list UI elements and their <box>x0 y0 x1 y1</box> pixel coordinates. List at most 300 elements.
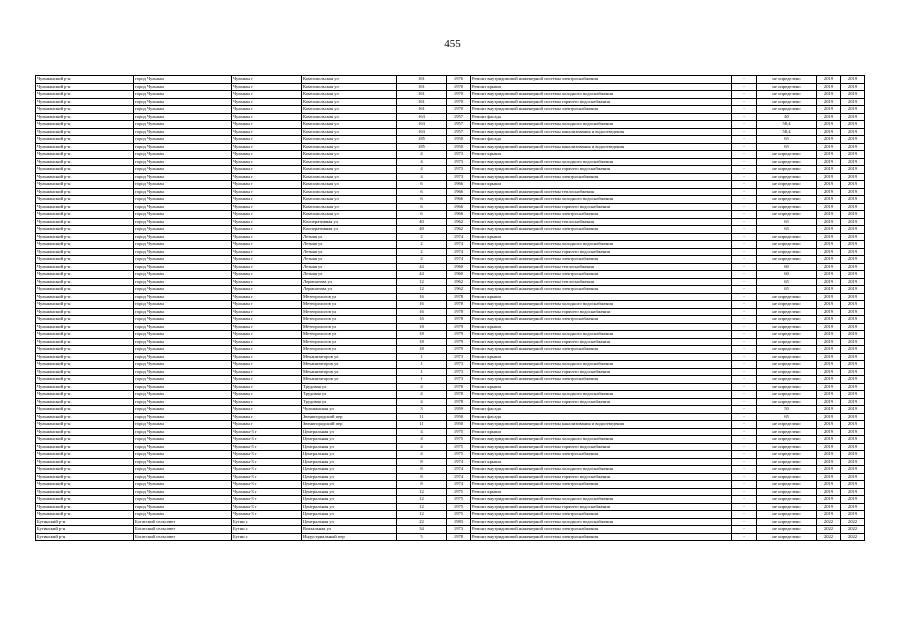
dash-cell: - <box>732 413 757 421</box>
work-type-cell: Ремонт крыши <box>471 353 732 361</box>
volume-cell: не определено <box>757 316 817 324</box>
volume-cell: не определено <box>757 308 817 316</box>
table-row <box>36 226 865 234</box>
work-type-cell: Ремонт фасада <box>471 113 732 121</box>
settlement-cell: Бугин с <box>232 533 302 541</box>
work-type-cell: Ремонт крыши <box>471 233 732 241</box>
street-cell: Метеорологов ул <box>302 316 397 324</box>
municipality-cell: город Чульман <box>134 271 232 279</box>
build-year-cell: 1974 <box>447 256 471 264</box>
house-number-cell: 18 <box>397 346 447 354</box>
district-cell: Чульманский р-н <box>36 233 134 241</box>
page-number: 455 <box>444 38 461 50</box>
table-row <box>36 511 865 519</box>
street-cell: Центральная ул <box>302 436 397 444</box>
volume-cell: не определено <box>757 338 817 346</box>
dash-cell: - <box>732 233 757 241</box>
municipality-cell: город Чульман <box>134 331 232 339</box>
house-number-cell: 8 <box>397 481 447 489</box>
dash-cell: - <box>732 458 757 466</box>
work-type-cell: Ремонт внутридомовой инженерной системы электроснабжения <box>471 271 732 279</box>
build-year-cell: 1966 <box>447 203 471 211</box>
street-cell: Комсомольская ул <box>302 106 397 114</box>
municipality-cell: город Чульман <box>134 473 232 481</box>
house-number-cell: 4 <box>397 428 447 436</box>
municipality-cell: город Чульман <box>134 233 232 241</box>
dash-cell: - <box>732 263 757 271</box>
plan-year-start-cell: 2019 <box>817 211 841 219</box>
volume-cell: не определено <box>757 451 817 459</box>
plan-year-start-cell: 2019 <box>817 278 841 286</box>
plan-year-start-cell: 2019 <box>817 323 841 331</box>
house-number-cell: 161 <box>397 83 447 91</box>
street-cell: Комсомольская ул <box>302 173 397 181</box>
municipality-cell: город Чульман <box>134 203 232 211</box>
street-cell: Комсомольская ул <box>302 136 397 144</box>
district-cell: Чульманский р-н <box>36 413 134 421</box>
table-row <box>36 136 865 144</box>
street-cell: Центральная ул <box>302 458 397 466</box>
house-number-cell: 4 <box>397 436 447 444</box>
plan-year-start-cell: 2019 <box>817 196 841 204</box>
settlement-cell: Бугин с <box>232 518 302 526</box>
house-number-cell: 163 <box>397 121 447 129</box>
dash-cell: - <box>732 76 757 84</box>
municipality-cell: город Чульман <box>134 443 232 451</box>
dash-cell: - <box>732 308 757 316</box>
work-type-cell: Ремонт внутридомовой инженерной системы холодного водоснабжения <box>471 496 732 504</box>
house-number-cell: 2 <box>397 256 447 264</box>
municipality-cell: город Чульман <box>134 301 232 309</box>
volume-cell: не определено <box>757 241 817 249</box>
work-type-cell: Ремонт внутридомовой инженерной системы горячего водоснабжения <box>471 503 732 511</box>
volume-cell: не определено <box>757 383 817 391</box>
build-year-cell: 1975 <box>447 488 471 496</box>
street-cell: Комсомольская ул <box>302 196 397 204</box>
volume-cell: не определено <box>757 481 817 489</box>
dash-cell: - <box>732 256 757 264</box>
street-cell: Комсомольская ул <box>302 181 397 189</box>
district-cell: Чульманский р-н <box>36 286 134 294</box>
settlement-cell: Чульман г <box>232 263 302 271</box>
municipality-cell: город Чульман <box>134 436 232 444</box>
dash-cell: - <box>732 218 757 226</box>
plan-year-end-cell: 2019 <box>841 466 865 474</box>
plan-year-start-cell: 2019 <box>817 241 841 249</box>
plan-year-start-cell: 2019 <box>817 188 841 196</box>
district-cell: Чульманский р-н <box>36 278 134 286</box>
table-row <box>36 496 865 504</box>
plan-year-end-cell: 2019 <box>841 406 865 414</box>
plan-year-start-cell: 2019 <box>817 466 841 474</box>
table-row <box>36 128 865 136</box>
settlement-cell: Чульман г <box>232 98 302 106</box>
dash-cell: - <box>732 98 757 106</box>
house-number-cell: 12 <box>397 488 447 496</box>
repair-schedule-table <box>35 75 865 541</box>
settlement-cell: Чульман г <box>232 173 302 181</box>
house-number-cell: 185 <box>397 136 447 144</box>
build-year-cell: 1975 <box>447 428 471 436</box>
settlement-cell: Чульман г <box>232 353 302 361</box>
house-number-cell: 12 <box>397 278 447 286</box>
street-cell: Центральная ул <box>302 428 397 436</box>
municipality-cell: город Чульман <box>134 151 232 159</box>
house-number-cell: 1 <box>397 368 447 376</box>
district-cell: Чульманский р-н <box>36 376 134 384</box>
street-cell: Механизаторов ул <box>302 361 397 369</box>
street-cell: Комсомольская ул <box>302 158 397 166</box>
build-year-cell: 1950 <box>447 136 471 144</box>
dash-cell: - <box>732 173 757 181</box>
work-type-cell: Ремонт внутридомовой инженерной системы электроснабжения <box>471 106 732 114</box>
build-year-cell: 1978 <box>447 293 471 301</box>
work-type-cell: Ремонт внутридомовой инженерной системы холодного водоснабжения <box>471 518 732 526</box>
municipality-cell: город Чульман <box>134 323 232 331</box>
build-year-cell: 1973 <box>447 166 471 174</box>
municipality-cell: город Чульман <box>134 158 232 166</box>
district-cell: Чульманский р-н <box>36 308 134 316</box>
work-type-cell: Ремонт внутридомовой инженерной системы теплоснабжения <box>471 188 732 196</box>
build-year-cell: 1973 <box>447 151 471 159</box>
work-type-cell: Ремонт внутридомовой инженерной системы горячего водоснабжения <box>471 398 732 406</box>
build-year-cell: 1974 <box>447 241 471 249</box>
district-cell: Чульманский р-н <box>36 136 134 144</box>
work-type-cell: Ремонт внутридомовой инженерной системы электроснабжения <box>471 211 732 219</box>
table-row <box>36 428 865 436</box>
plan-year-start-cell: 2019 <box>817 316 841 324</box>
volume-cell: не определено <box>757 323 817 331</box>
plan-year-end-cell: 2019 <box>841 166 865 174</box>
volume-cell: не определено <box>757 391 817 399</box>
plan-year-end-cell: 2019 <box>841 218 865 226</box>
table-row <box>36 98 865 106</box>
work-type-cell: Ремонт внутридомовой инженерной системы горячего водоснабжения <box>471 203 732 211</box>
work-type-cell: Ремонт внутридомовой инженерной системы канализования и водоотведения <box>471 143 732 151</box>
work-type-cell: Ремонт внутридомовой инженерной системы горячего водоснабжения <box>471 443 732 451</box>
dash-cell: - <box>732 443 757 451</box>
volume-cell: не определено <box>757 256 817 264</box>
work-type-cell: Ремонт внутридомовой инженерной системы электроснабжения <box>471 376 732 384</box>
municipality-cell: город Чульман <box>134 511 232 519</box>
table-row <box>36 218 865 226</box>
municipality-cell: город Чульман <box>134 106 232 114</box>
house-number-cell: 44 <box>397 271 447 279</box>
volume-cell: не определено <box>757 188 817 196</box>
municipality-cell: город Чульман <box>134 481 232 489</box>
settlement-cell: Чульман г <box>232 398 302 406</box>
build-year-cell: 1966 <box>447 196 471 204</box>
table-row <box>36 278 865 286</box>
house-number-cell: 2 <box>397 241 447 249</box>
district-cell: Чульманский р-н <box>36 406 134 414</box>
plan-year-end-cell: 2019 <box>841 263 865 271</box>
plan-year-end-cell: 2022 <box>841 526 865 534</box>
work-type-cell: Ремонт внутридомовой инженерной системы горячего водоснабжения <box>471 473 732 481</box>
plan-year-end-cell: 2019 <box>841 346 865 354</box>
settlement-cell: Чульман г <box>232 308 302 316</box>
volume-cell: не определено <box>757 331 817 339</box>
build-year-cell: 1966 <box>447 188 471 196</box>
district-cell: Чульманский р-н <box>36 166 134 174</box>
dash-cell: - <box>732 188 757 196</box>
volume-cell: не определено <box>757 301 817 309</box>
street-cell: Комсомольская ул <box>302 188 397 196</box>
street-cell: Комсомольская ул <box>302 76 397 84</box>
plan-year-end-cell: 2019 <box>841 511 865 519</box>
dash-cell: - <box>732 83 757 91</box>
plan-year-start-cell: 2019 <box>817 301 841 309</box>
plan-year-end-cell: 2019 <box>841 203 865 211</box>
volume-cell: не определено <box>757 346 817 354</box>
municipality-cell: город Чульман <box>134 166 232 174</box>
plan-year-start-cell: 2019 <box>817 83 841 91</box>
build-year-cell: 1978 <box>447 383 471 391</box>
table-row <box>36 211 865 219</box>
plan-year-end-cell: 2019 <box>841 128 865 136</box>
build-year-cell: 1978 <box>447 398 471 406</box>
settlement-cell: Чульман г <box>232 203 302 211</box>
settlement-cell: Чульман г <box>232 158 302 166</box>
street-cell: Летняя ул <box>302 271 397 279</box>
house-number-cell: 18 <box>397 331 447 339</box>
dash-cell: - <box>732 203 757 211</box>
municipality-cell: город Чульман <box>134 173 232 181</box>
work-type-cell: Ремонт крыши <box>471 488 732 496</box>
house-number-cell: 4 <box>397 173 447 181</box>
build-year-cell: 1966 <box>447 181 471 189</box>
dash-cell: - <box>732 151 757 159</box>
street-cell: Летняя ул <box>302 241 397 249</box>
volume-cell: не определено <box>757 398 817 406</box>
municipality-cell: город Чульман <box>134 181 232 189</box>
settlement-cell: Чульман г <box>232 383 302 391</box>
dash-cell: - <box>732 166 757 174</box>
plan-year-start-cell: 2019 <box>817 226 841 234</box>
plan-year-start-cell: 2019 <box>817 511 841 519</box>
street-cell: Механизаторов ул <box>302 353 397 361</box>
municipality-cell: город Чульман <box>134 113 232 121</box>
street-cell: Центральная ул <box>302 488 397 496</box>
dash-cell: - <box>732 331 757 339</box>
plan-year-start-cell: 2019 <box>817 121 841 129</box>
volume-cell: не определено <box>757 151 817 159</box>
build-year-cell: 1975 <box>447 443 471 451</box>
district-cell: Чульманский р-н <box>36 83 134 91</box>
plan-year-end-cell: 2019 <box>841 98 865 106</box>
plan-year-start-cell: 2019 <box>817 286 841 294</box>
work-type-cell: Ремонт внутридомовой инженерной системы электроснабжения <box>471 173 732 181</box>
district-cell: Чульманский р-н <box>36 436 134 444</box>
settlement-cell: Чульман-3 г <box>232 488 302 496</box>
district-cell: Чульманский р-н <box>36 173 134 181</box>
settlement-cell: Чульман г <box>232 361 302 369</box>
volume-cell: не определено <box>757 76 817 84</box>
street-cell: Трудовая ул <box>302 383 397 391</box>
plan-year-start-cell: 2019 <box>817 353 841 361</box>
work-type-cell: Ремонт крыши <box>471 293 732 301</box>
district-cell: Чульманский р-н <box>36 353 134 361</box>
street-cell: Звенигородский пер <box>302 413 397 421</box>
volume-cell: не определено <box>757 196 817 204</box>
municipality-cell: город Чульман <box>134 241 232 249</box>
plan-year-start-cell: 2019 <box>817 181 841 189</box>
house-number-cell: 161 <box>397 76 447 84</box>
settlement-cell: Чульман г <box>232 391 302 399</box>
volume-cell: не определено <box>757 376 817 384</box>
volume-cell: не определено <box>757 158 817 166</box>
settlement-cell: Чульман-3 г <box>232 473 302 481</box>
district-cell: Чульманский р-н <box>36 481 134 489</box>
dash-cell: - <box>732 196 757 204</box>
district-cell: Чульманский р-н <box>36 188 134 196</box>
plan-year-end-cell: 2019 <box>841 181 865 189</box>
plan-year-start-cell: 2019 <box>817 503 841 511</box>
work-type-cell: Ремонт внутридомовой инженерной системы холодного водоснабжения <box>471 241 732 249</box>
municipality-cell: город Чульман <box>134 466 232 474</box>
table-row <box>36 121 865 129</box>
house-number-cell: 12 <box>397 503 447 511</box>
municipality-cell: город Чульман <box>134 196 232 204</box>
settlement-cell: Чульман г <box>232 376 302 384</box>
volume-cell: не определено <box>757 233 817 241</box>
street-cell: Кооперативная ул <box>302 218 397 226</box>
work-type-cell: Ремонт крыши <box>471 151 732 159</box>
plan-year-end-cell: 2019 <box>841 443 865 451</box>
plan-year-start-cell: 2019 <box>817 308 841 316</box>
house-number-cell: 4 <box>397 398 447 406</box>
dash-cell: - <box>732 338 757 346</box>
table-row <box>36 83 865 91</box>
volume-cell: 50 <box>757 406 817 414</box>
house-number-cell: 5 <box>397 533 447 541</box>
volume-cell: не определено <box>757 436 817 444</box>
settlement-cell: Чульман г <box>232 271 302 279</box>
build-year-cell: 1978 <box>447 316 471 324</box>
plan-year-start-cell: 2019 <box>817 496 841 504</box>
street-cell: Метеорологов ул <box>302 338 397 346</box>
municipality-cell: город Чульман <box>134 376 232 384</box>
settlement-cell: Чульман г <box>232 413 302 421</box>
house-number-cell: 1 <box>397 376 447 384</box>
build-year-cell: 1960 <box>447 263 471 271</box>
plan-year-end-cell: 2019 <box>841 278 865 286</box>
build-year-cell: 1978 <box>447 301 471 309</box>
plan-year-start-cell: 2022 <box>817 518 841 526</box>
plan-year-start-cell: 2019 <box>817 436 841 444</box>
plan-year-start-cell: 2019 <box>817 173 841 181</box>
dash-cell: - <box>732 361 757 369</box>
district-cell: Чульманский р-н <box>36 391 134 399</box>
dash-cell: - <box>732 526 757 534</box>
build-year-cell: 1966 <box>447 211 471 219</box>
settlement-cell: Чульман г <box>232 301 302 309</box>
municipality-cell: город Чульман <box>134 263 232 271</box>
volume-cell: не определено <box>757 211 817 219</box>
district-cell: Чульманский р-н <box>36 241 134 249</box>
plan-year-start-cell: 2019 <box>817 451 841 459</box>
house-number-cell: 4 <box>397 383 447 391</box>
table-row <box>36 533 865 541</box>
plan-year-start-cell: 2019 <box>817 151 841 159</box>
table-row <box>36 338 865 346</box>
work-type-cell: Ремонт фасада <box>471 136 732 144</box>
house-number-cell: 185 <box>397 143 447 151</box>
plan-year-end-cell: 2019 <box>841 338 865 346</box>
work-type-cell: Ремонт внутридомовой инженерной системы холодного водоснабжения <box>471 331 732 339</box>
dash-cell: - <box>732 436 757 444</box>
work-type-cell: Ремонт внутридомовой инженерной системы электроснабжения <box>471 286 732 294</box>
plan-year-end-cell: 2019 <box>841 121 865 129</box>
work-type-cell: Ремонт внутридомовой инженерной системы холодного водоснабжения <box>471 196 732 204</box>
municipality-cell: город Чульман <box>134 286 232 294</box>
table-row <box>36 503 865 511</box>
volume-cell: не определено <box>757 181 817 189</box>
municipality-cell: город Чульман <box>134 121 232 129</box>
work-type-cell: Ремонт внутридомовой инженерной системы канализования и водоотведения <box>471 421 732 429</box>
plan-year-start-cell: 2019 <box>817 113 841 121</box>
house-number-cell: 11 <box>397 421 447 429</box>
street-cell: Комсомольская ул <box>302 113 397 121</box>
build-year-cell: 1978 <box>447 308 471 316</box>
work-type-cell: Ремонт внутридомовой инженерной системы теплоснабжения <box>471 278 732 286</box>
table-row <box>36 466 865 474</box>
work-type-cell: Ремонт внутридомовой инженерной системы электроснабжения <box>471 533 732 541</box>
volume-cell: не определено <box>757 173 817 181</box>
plan-year-start-cell: 2019 <box>817 136 841 144</box>
work-type-cell: Ремонт внутридомовой инженерной системы холодного водоснабжения <box>471 391 732 399</box>
settlement-cell: Чульман г <box>232 166 302 174</box>
settlement-cell: Чульман г <box>232 181 302 189</box>
volume-cell: не определено <box>757 496 817 504</box>
work-type-cell: Ремонт внутридомовой инженерной системы электроснабжения <box>471 511 732 519</box>
plan-year-end-cell: 2022 <box>841 518 865 526</box>
build-year-cell: 1975 <box>447 503 471 511</box>
district-cell: Чульманский р-н <box>36 226 134 234</box>
build-year-cell: 1970 <box>447 91 471 99</box>
settlement-cell: Чульман-3 г <box>232 496 302 504</box>
district-cell: Чульманский р-н <box>36 196 134 204</box>
municipality-cell: город Чульман <box>134 256 232 264</box>
settlement-cell: Чульман г <box>232 368 302 376</box>
build-year-cell: 1973 <box>447 173 471 181</box>
build-year-cell: 1962 <box>447 226 471 234</box>
district-cell: Чульманский р-н <box>36 383 134 391</box>
house-number-cell: 12 <box>397 286 447 294</box>
table-row <box>36 376 865 384</box>
street-cell: Летняя ул <box>302 256 397 264</box>
municipality-cell: город Чульман <box>134 353 232 361</box>
dash-cell: - <box>732 383 757 391</box>
street-cell: Центральная ул <box>302 511 397 519</box>
settlement-cell: Чульман г <box>232 188 302 196</box>
street-cell: Лермонтова ул <box>302 286 397 294</box>
street-cell: Индустриальный пер <box>302 533 397 541</box>
work-type-cell: Ремонт крыши <box>471 83 732 91</box>
municipality-cell: город Чульман <box>134 76 232 84</box>
build-year-cell: 1973 <box>447 158 471 166</box>
volume-cell: не определено <box>757 368 817 376</box>
plan-year-start-cell: 2019 <box>817 158 841 166</box>
settlement-cell: Чульман-3 г <box>232 481 302 489</box>
table-row <box>36 241 865 249</box>
plan-year-end-cell: 2019 <box>841 421 865 429</box>
plan-year-start-cell: 2019 <box>817 233 841 241</box>
dash-cell: - <box>732 496 757 504</box>
table-row <box>36 76 865 84</box>
settlement-cell: Чульман г <box>232 421 302 429</box>
plan-year-end-cell: 2019 <box>841 383 865 391</box>
